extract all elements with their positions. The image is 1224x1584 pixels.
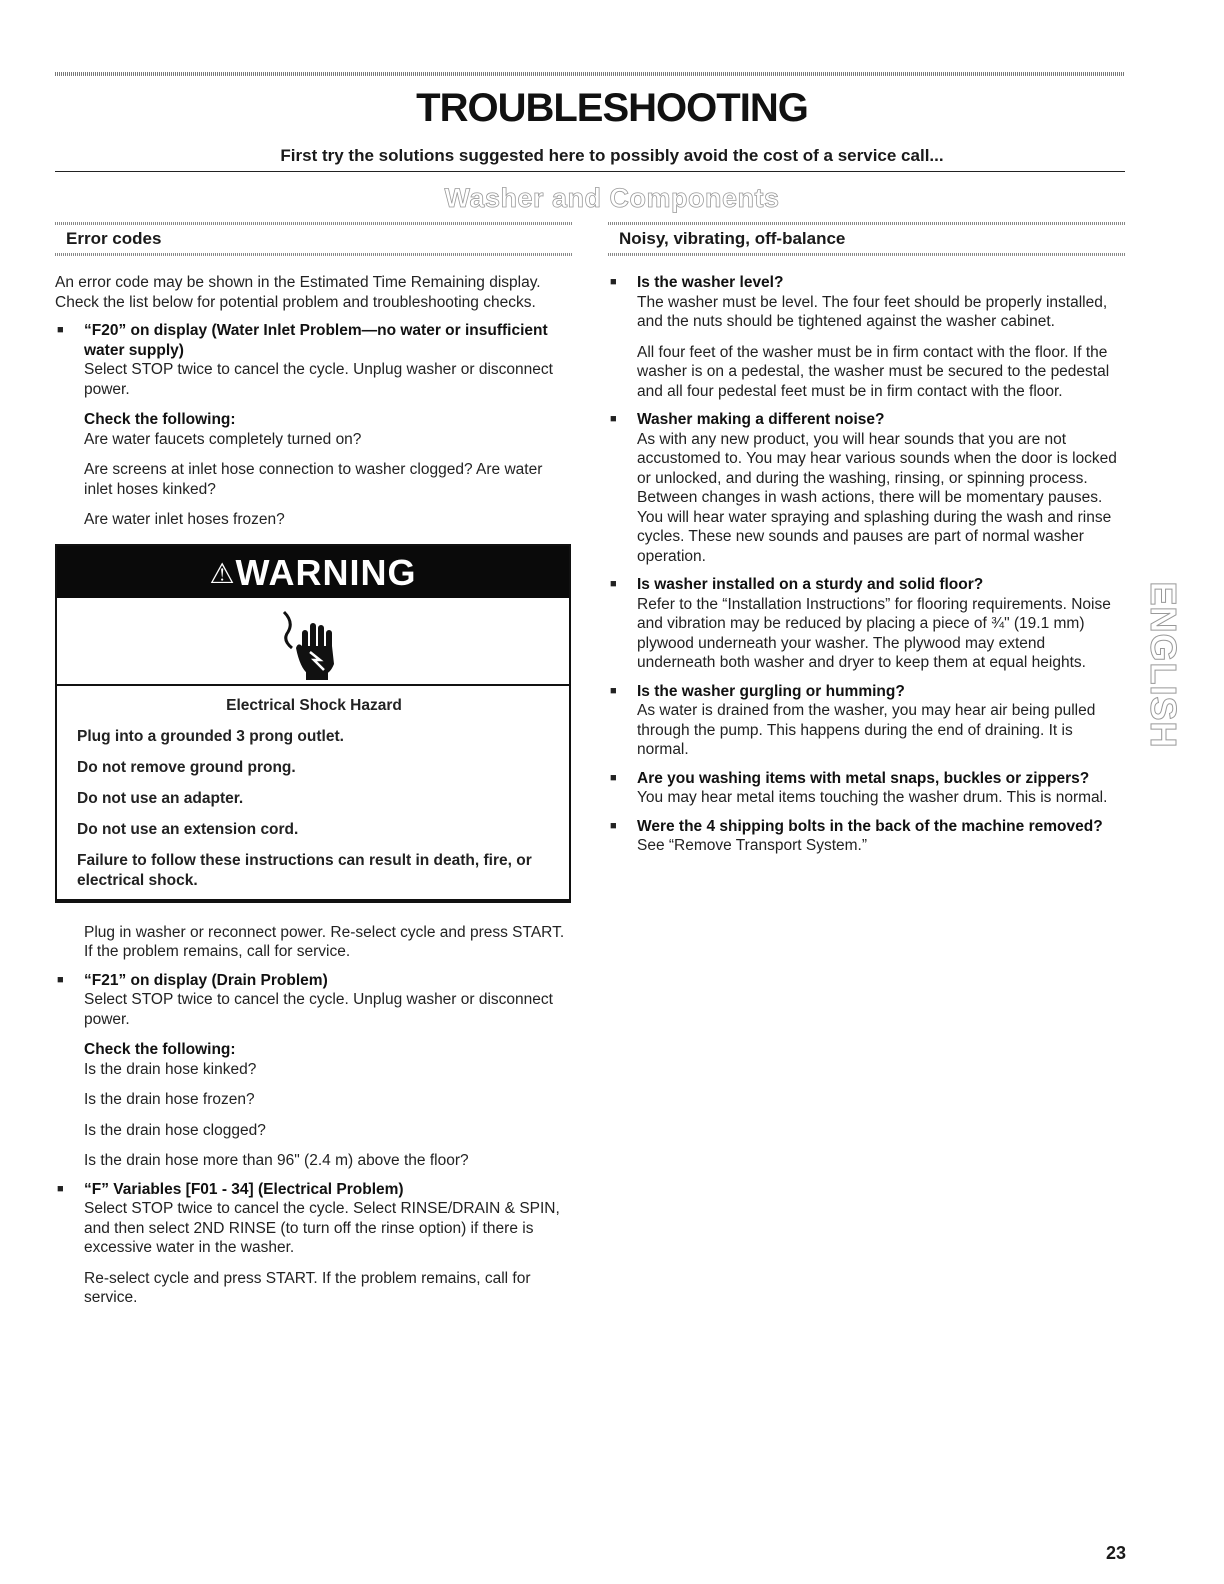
square-bullet-icon: ■ xyxy=(57,973,64,986)
warning-box xyxy=(55,544,571,903)
f21-check-1: Is the drain hose kinked? xyxy=(84,1060,257,1078)
dotted-divider xyxy=(55,253,572,256)
warning-pictogram-area xyxy=(57,598,569,686)
f-variables-text-2: Re-select cycle and press START. If the problem remains, call for service. xyxy=(84,1269,531,1306)
gurgling-item xyxy=(608,682,1126,760)
f20-title: “F20” on display (Water Inlet Problem—no water or insufficient water supply) xyxy=(84,322,548,359)
different-noise-title: Washer making a different noise? xyxy=(637,411,885,428)
electric-shock-hand-icon xyxy=(280,608,346,680)
page-title: TROUBLESHOOTING xyxy=(416,86,808,130)
after-warning-text: Plug in washer or reconnect power. Re-select cycle and press START. If the problem remains, call for service. xyxy=(84,923,565,960)
noise-column xyxy=(608,222,1126,856)
warning-line-2: Do not remove ground prong. xyxy=(77,758,296,776)
warning-text xyxy=(57,686,569,899)
dotted-divider xyxy=(608,253,1126,256)
f20-text: Select STOP twice to cancel the cycle. Unplug washer or disconnect power. xyxy=(84,361,553,398)
washer-level-text: The washer must be level. The four feet should be properly installed, and the nuts should be tightened against the washer cabinet. xyxy=(637,293,1108,330)
f20-item xyxy=(55,321,572,530)
language-side-label xyxy=(1143,560,1184,770)
f21-check-2: Is the drain hose frozen? xyxy=(84,1091,255,1108)
f21-check-heading: Check the following: xyxy=(84,1041,236,1058)
page-number: 23 xyxy=(1105,1543,1126,1563)
f21-title: “F21” on display (Drain Problem) xyxy=(84,971,328,989)
washer-level-item xyxy=(608,273,1126,401)
washer-level-text-2: All four feet of the washer must be in firm contact with the floor. If the washer is on a pedestal, the washer must be secured to the pedestal and all four pedestal feet must be in firm contact with the floor. xyxy=(637,343,1110,400)
square-bullet-icon: ■ xyxy=(610,578,617,590)
f-variables-text: Select STOP twice to cancel the cycle. Select RINSE/DRAIN & SPIN, and then select 2ND RINSE (to turn off the rinse option) if there is excessive water in the washer. xyxy=(84,1200,560,1256)
warning-line-3: Do not use an adapter. xyxy=(77,789,244,807)
dotted-divider xyxy=(608,222,1126,225)
top-divider xyxy=(55,72,1125,76)
f-variables-title: “F” Variables [F01 - 34] (Electrical Problem) xyxy=(84,1180,404,1198)
different-noise-text: As with any new product, you will hear sounds that you are not accustomed to. You may hear various sounds when the door is locked or unlocked, and during the washing, rinsing, or spinning process. Between changes in wash actions, there will be momentary pauses. You will hear water spraying and splashing during the wash and rinse cycles. These new sounds and pauses are part of normal washer operation. xyxy=(637,430,1117,565)
square-bullet-icon: ■ xyxy=(610,413,617,425)
metal-snaps-text: You may hear metal items touching the washer drum. This is normal. xyxy=(637,789,1108,806)
shipping-bolts-title: Were the 4 shipping bolts in the back of the machine removed? xyxy=(637,817,1103,835)
f20-check-1: Are water faucets completely turned on? xyxy=(84,430,362,448)
square-bullet-icon: ■ xyxy=(610,276,617,288)
error-codes-intro: An error code may be shown in the Estimated Time Remaining display. Check the list below for potential problem and troubleshooting checks. xyxy=(55,274,541,311)
sturdy-floor-item xyxy=(608,575,1126,673)
title-divider xyxy=(55,171,1125,172)
error-codes-column xyxy=(55,222,572,1308)
metal-snaps-item xyxy=(608,769,1126,808)
warning-triangle-icon: ⚠ xyxy=(209,557,236,589)
warning-banner xyxy=(57,546,569,598)
language-side-label-text: ENGLISH xyxy=(1143,581,1184,749)
square-bullet-icon: ■ xyxy=(610,819,617,832)
noise-heading: Noisy, vibrating, off-balance xyxy=(619,229,846,248)
shipping-bolts-item xyxy=(608,817,1126,856)
f21-text: Select STOP twice to cancel the cycle. Unplug washer or disconnect power. xyxy=(84,991,553,1028)
sturdy-floor-title: Is washer installed on a sturdy and solid floor? xyxy=(637,576,984,593)
shipping-bolts-text: See “Remove Transport System.” xyxy=(637,837,867,854)
warning-line-5: Failure to follow these instructions can result in death, fire, or electrical shock. xyxy=(77,851,532,889)
warning-hazard: Electrical Shock Hazard xyxy=(226,696,402,714)
square-bullet-icon: ■ xyxy=(57,324,64,336)
f20-check-heading: Check the following: xyxy=(84,411,236,428)
warning-line-1: Plug into a grounded 3 prong outlet. xyxy=(77,727,344,745)
square-bullet-icon: ■ xyxy=(57,1182,64,1195)
gurgling-text: As water is drained from the washer, you may hear air being pulled through the pump. This happens during the end of draining. It is normal. xyxy=(637,702,1096,758)
warning-label: WARNING xyxy=(235,551,417,593)
metal-snaps-title: Are you washing items with metal snaps, buckles or zippers? xyxy=(637,769,1090,787)
f21-check-4: Is the drain hose more than 96" (2.4 m) above the floor? xyxy=(84,1152,469,1169)
sturdy-floor-text: Refer to the “Installation Instructions” for flooring requirements. Noise and vibration may be reduced by placing a piece of ¾" (19.1 mm) plywood underneath your washer. The plywood may extend underneath both washer and dryer to keep them at equal heights. xyxy=(637,595,1111,671)
square-bullet-icon: ■ xyxy=(610,684,617,697)
washer-level-title: Is the washer level? xyxy=(637,274,784,291)
f21-item xyxy=(55,971,572,1171)
square-bullet-icon: ■ xyxy=(610,771,617,784)
warning-line-4: Do not use an extension cord. xyxy=(77,820,299,838)
f-variables-item xyxy=(55,1180,572,1308)
page-subtitle: First try the solutions suggested here to possibly avoid the cost of a service call... xyxy=(280,146,944,165)
section-title: Washer and Components xyxy=(444,183,780,213)
dotted-divider xyxy=(55,222,572,225)
error-codes-heading: Error codes xyxy=(66,229,162,248)
f20-check-3: Are water inlet hoses frozen? xyxy=(84,511,285,528)
f21-check-3: Is the drain hose clogged? xyxy=(84,1121,266,1139)
different-noise-item xyxy=(608,410,1126,566)
f20-check-2: Are screens at inlet hose connection to washer clogged? Are water inlet hoses kinked? xyxy=(84,461,543,498)
gurgling-title: Is the washer gurgling or humming? xyxy=(637,682,905,700)
